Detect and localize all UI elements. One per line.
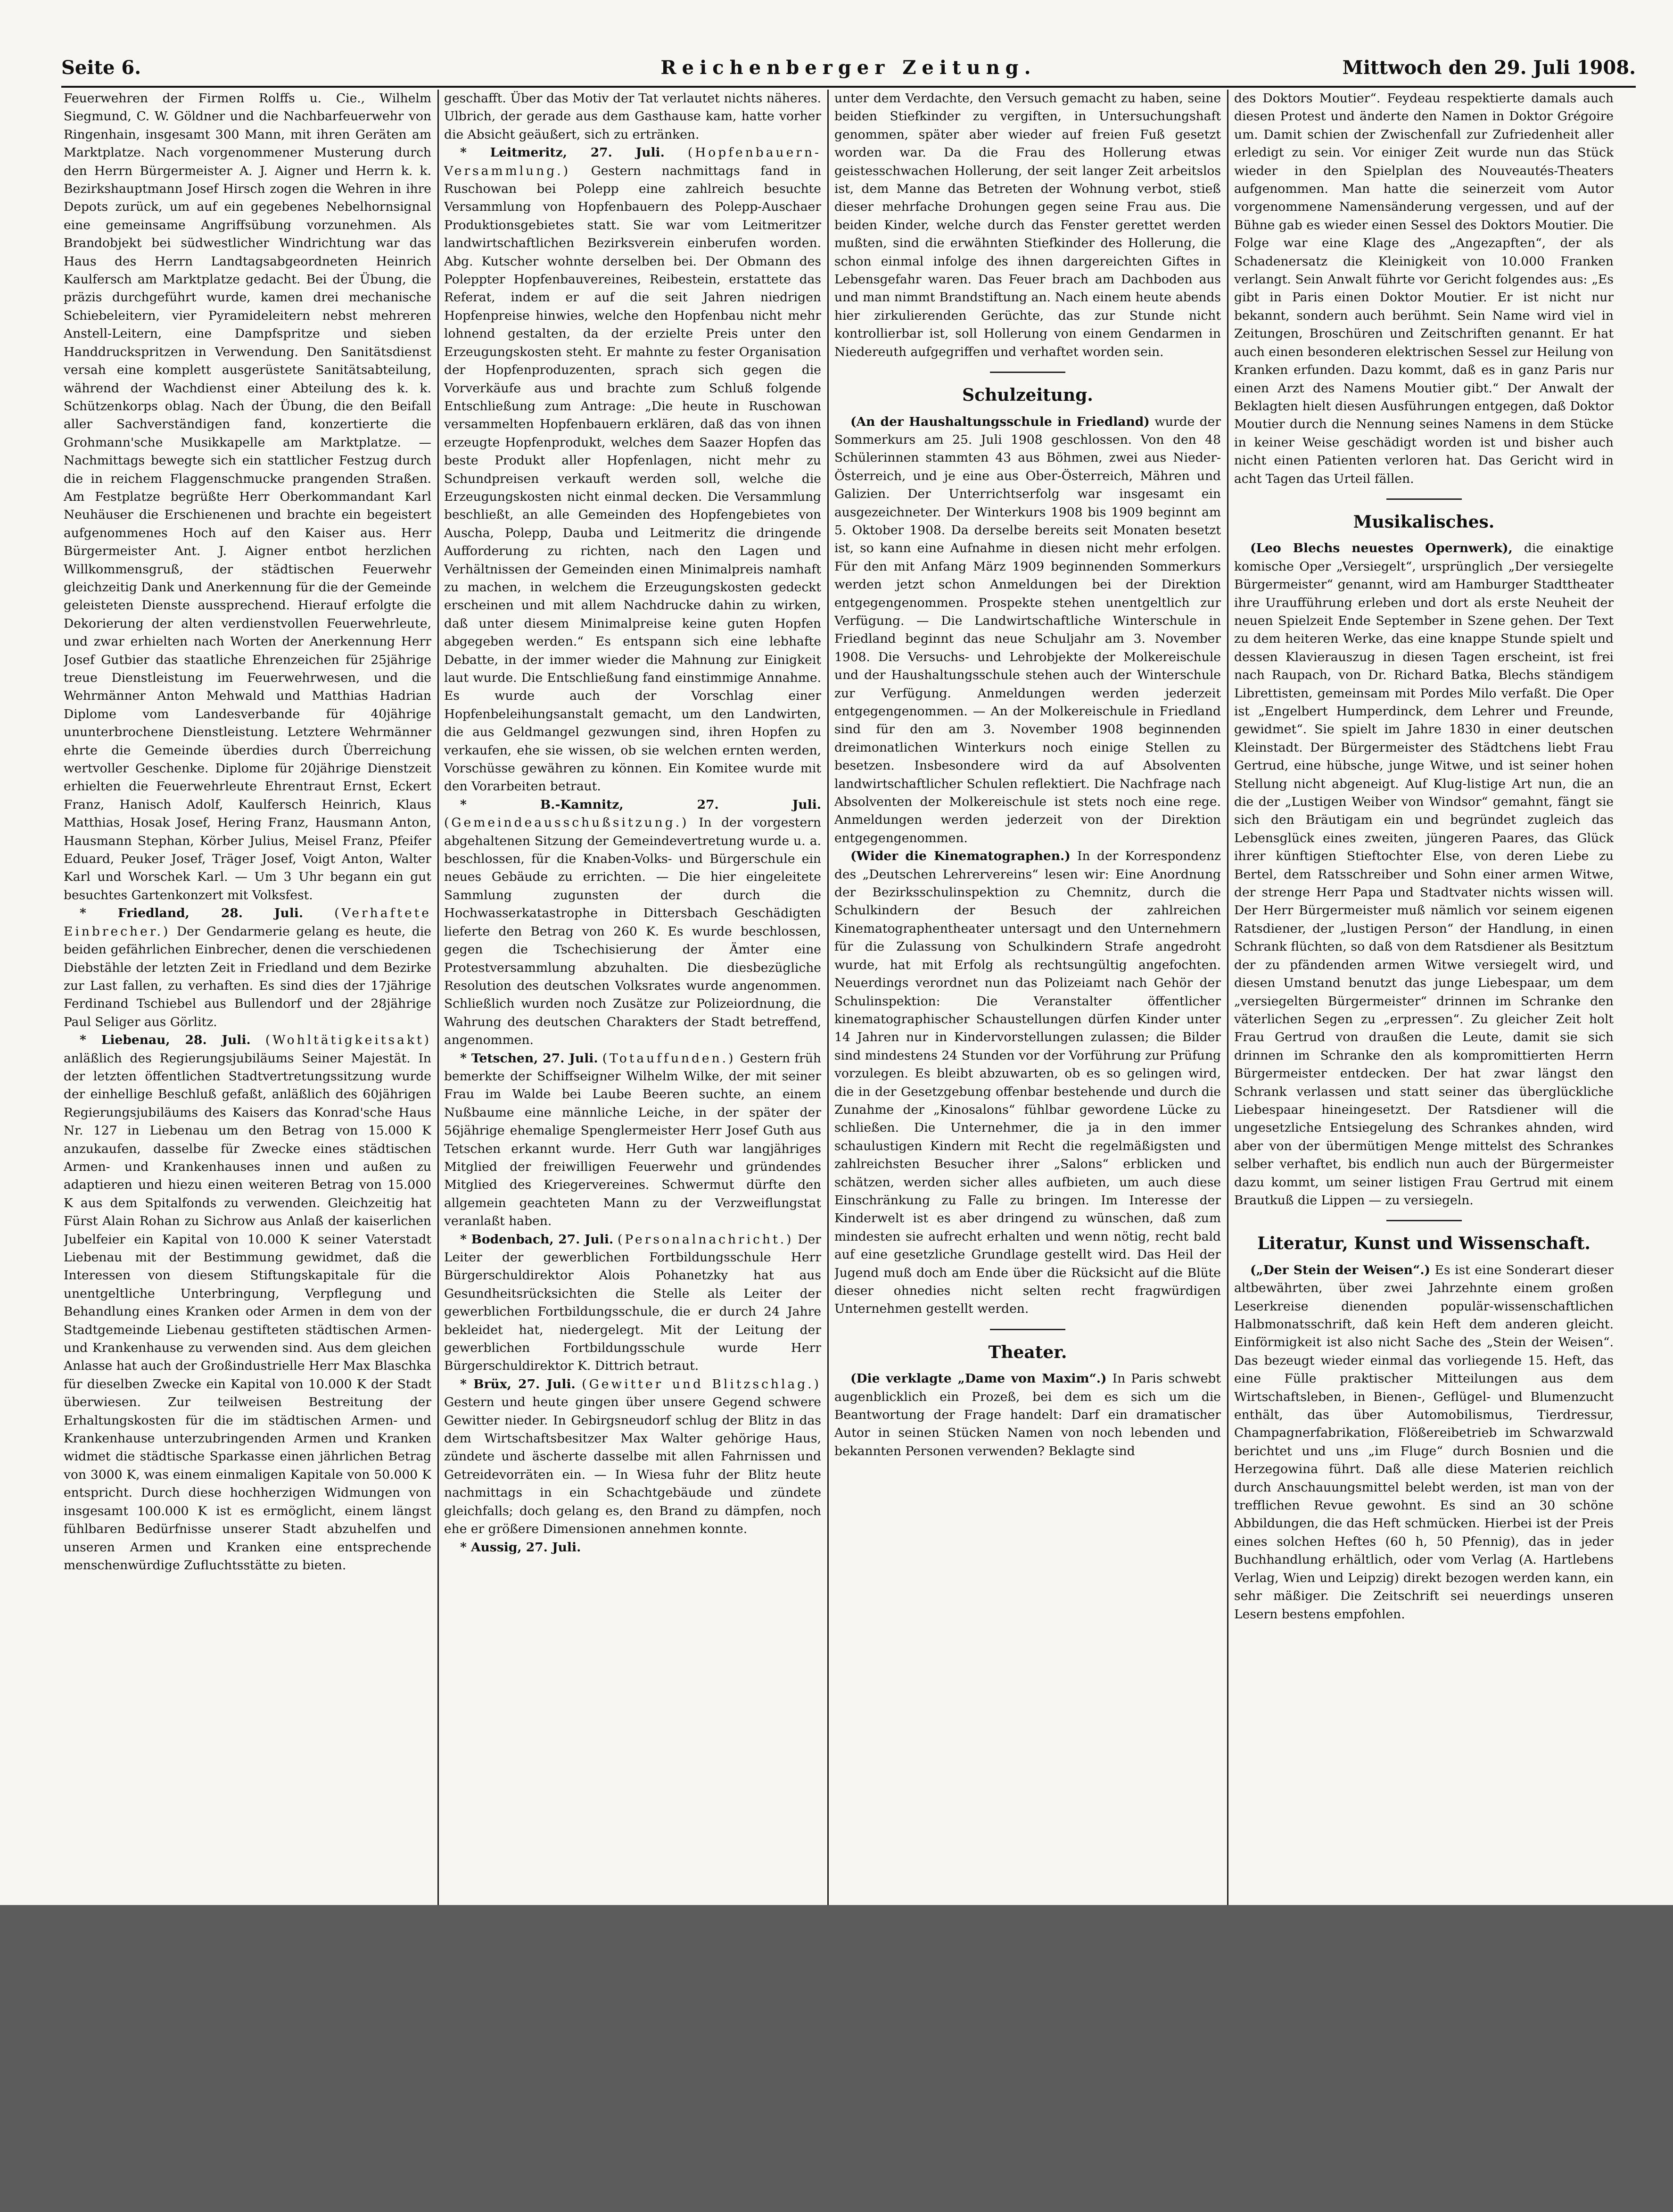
item-dateline: * Friedland, 28. Juli.	[80, 906, 304, 921]
item-dateline: * Brüx, 27. Juli.	[460, 1376, 576, 1392]
item-body: Der Leiter der gewerblichen Fortbildungsschule Herr Bürgerschuldirektor Alois Pohanetzky hat aus Gesundheitsrücksichten die Stelle als Leiter der gewerblichen Fortbildungsschule, die er durch 24 Jahre bekleidet hat, niedergelegt. Mit der Leitung der gewerblichen Fortbildungsschule wurde Herr Bürgerschuldirektor K. Dittrich betraut.	[444, 1232, 821, 1374]
scan-background	[0, 1905, 1673, 2212]
item-body: Es ist eine Sonderart dieser altbewährten, über zwei Jahrzehnte einem großen Leserkreise dienenden populär-wissenschaftlichen Halbmonatsschrift, daß kein Heft dem anderen gleicht. Einförmigkeit ist also nicht Sache des „Stein der Weisen“. Das bezeugt wieder einmal das vorliegende 15. Heft, das eine Fülle praktischer Mitteilungen aus dem Wirtschaftsleben, in Bienen-, Geflügel- und Blumenzucht enthält, das über Automobilismus, Tierdressur, Champagnerfabrikation, Flößereibetrieb im Schwarzwald berichtet und uns „im Fluge“ durch Bosnien und die Herzegowina führt. Daß alle diese Materien reichlich durch Anschauungsmittel belebt werden, ist man von der trefflichen Revue gewohnt. Es sind an 30 schöne Abbildungen, die das Heft schmücken. Hierbei ist der Preis eines solchen Heftes (60 h, 50 Pfennig), das in jeder Buchhandlung erhältlich, oder vom Verlag (A. Hartlebens Verlag, Wien und Leipzig) direkt bezogen werden kann, ein sehr mäßiger. Die Zeitschrift sei neuerdings unseren Lesern bestens empfohlen.	[1234, 1262, 1614, 1622]
item-body: In der vorgestern abgehaltenen Sitzung der Gemeindevertretung wurde u. a. beschlossen, für die Knaben-Volks- und Bürgerschule ein neues Gebäude zu errichten. — Die hier eingeleitete Sammlung zugunsten der durch die Hochwasserkatastrophe in Dittersbach Geschädigten lieferte den Betrag von 260 K. Es wurde beschlossen, gegen die Tschechisierung der Ämter eine Protestversammlung abzuhalten. Die diesbezügliche Resolution des deutschen Volksrates wurde angenommen. Schließlich wurden noch Zusätze zur Polizeiordnung, die Wahrung des deutschen Charakters der Stadt betreffend, angenommen.	[444, 815, 821, 1048]
item-body: die einaktige komische Oper „Versiegelt“, ursprünglich „Der versiegelte Bürgermeister“ genannt, wird am Hamburger Stadttheater ihre Uraufführung erleben und dort als erste Neuheit der neuen Spielzeit Ende September in Szene gehen. Der Text zu dem heiteren Werke, das eine knappe Stunde spielt und dessen Klavierauszug in diesen Tagen erscheint, ist frei nach Raupach, von Dr. Richard Batka, Blechs ständigem Librettisten, gemeinsam mit Pordes Milo verfaßt. Die Oper ist „Engelbert Humperdinck, dem Lehrer und Freunde, gewidmet“. Sie spielt im Jahre 1830 in einer deutschen Kleinstadt. Der Bürgermeister des Städtchens liebt Frau Gertrud, eine hübsche, junge Witwe, und ist seiner hohen Stellung nicht abgeneigt. Auf Klug-listige Art nun, die an die der „Lustigen Weiber von Windsor“ gemahnt, fängt sie sich den Bräutigam ein und begründet zugleich das Lebensglück eines zweiten, jüngeren Paares, das Glück ihrer künftigen Stieftochter Else, von deren Liebe zu Bertel, dem Ratsschreiber und Sohn einer armen Witwe, der strenge Herr Papa und Stadtvater nichts wissen will. Der Herr Bürgermeister muß nämlich vor seinem eigenen Ratsdiener, der „lustigen Person“ der Handlung, in einen Schrank flüchten, so daß von dem Ratsdiener als Besitztum der zu pfändenden armen Witwe versiegelt wird, und diesen Umstand benutzt das junge Liebespaar, um dem „versiegelten Bürgermeister“ drinnen im Schranke den väterlichen Segen zu „erpressen“. Zu gleicher Zeit holt Frau Gertrud von draußen die Leute, damit sie sich drinnen im Schranke den als kompromittierten Herrn Bürgermeister entdecken. Der hat zwar längst den Schrank verlassen und statt seiner das überglückliche Liebespaar hineingesetzt. Der Ratsdiener will die ungesetzliche Entsiegelung des Schrankes ahnden, wird aber von der übermütigen Menge mittelst des Schrankes selber verhaftet, bis endlich nun auch der Bürgermeister dazu kommt, um seiner listigen Frau Gertrud mit einem Brautkuß die Lippen — zu versiegeln.	[1234, 541, 1614, 1208]
item-title: (Gewitter und Blitzschlag.)	[582, 1376, 821, 1392]
item-dateline: * Leitmeritz, 27. Juli.	[460, 145, 665, 160]
page-number: Seite 6.	[61, 57, 141, 79]
news-item	[834, 847, 1221, 1318]
item-title: (Die verklagte „Dame von Maxim“.)	[850, 1371, 1107, 1386]
item-body: In Paris schwebt augenblicklich ein Prozeß, bei dem es sich um die Beantwortung der Frage handelt: Darf ein dramatischer Autor in seinen Stücken Namen von noch lebenden und bekannten Personen verwenden? Beklagte sind	[834, 1371, 1221, 1458]
news-item	[444, 1231, 821, 1375]
item-title: (Wohltätigkeitsakt)	[265, 1033, 431, 1048]
news-item	[444, 1539, 821, 1557]
news-item	[444, 1375, 821, 1539]
section-rule	[990, 372, 1065, 373]
item-dateline: * B.-Kamnitz, 27. Juli.	[460, 797, 821, 812]
item-body: Gestern früh bemerkte der Schiffseigner Wilhelm Wilke, der mit seiner Frau im Walde bei Laube Beeren suchte, an einem Nußbaume eine männliche Leiche, in der später der 56jährige ehemalige Spenglermeister Herr Josef Guth aus Tetschen erkannt wurde. Herr Guth war langjähriges Mitglied der freiwilligen Feuerwehr und gründendes Mitglied des Kriegervereines. Schwermut dürfte den allgemein geachteten Mann zu der Verzweiflungstat veranlaßt haben.	[444, 1051, 821, 1229]
column-2	[444, 90, 821, 1905]
article-text: unter dem Verdachte, den Versuch gemacht zu haben, seine beiden Stiefkinder zu vergiften, in Untersuchungshaft genommen, später aber wieder auf freien Fuß gesetzt worden war. Da die Frau des Hollerung etwas geistesschwachen Hollerung, der seit langer Zeit arbeitslos ist, dem Manne das Betreten der Wohnung verbot, stieß dieser mehrfache Drohungen gegen seine Frau aus. Die beiden Kinder, welche durch das Fenster gerettet werden mußten, sind die erwähnten Stiefkinder des Hollerung, die schon einmal infolge des ihnen dargereichten Giftes in Lebensgefahr waren. Das Feuer brach am Dachboden aus und man nimmt Brandstiftung an. Nach einem heute abends hier zirkulierenden Gerüchte, das zur Stunde nicht kontrollierbar ist, soll Hollerung von einem Gendarmen in Niedereuth aufgegriffen und verhaftet worden sein.	[834, 91, 1221, 359]
item-body: wurde der Sommerkurs am 25. Juli 1908 geschlossen. Von den 48 Schülerinnen stammten 43 aus Böhmen, zwei aus Nieder-Österreich, und je eine aus Ober-Österreich, Mähren und Galizien. Der Unterrichtserfolg war insgesamt ein ausgezeichneter. Der Winterkurs 1908 bis 1909 beginnt am 5. Oktober 1908. Da derselbe bereits seit Monaten besetzt ist, so kann eine Aufnahme in diesen nicht mehr erfolgen. Für den mit Anfang März 1909 beginnenden Sommerkurs werden jetzt schon Anmeldungen bei der Direktion entgegengenommen. Prospekte stehen unentgeltlich zur Verfügung. — Die Landwirtschaftliche Winterschule in Friedland beginnt das neue Schuljahr am 3. November 1908. Die Versuchs- und Lehrobjekte der Molkereischule und der Haushaltungsschule stehen auch der Winterschule zur Verfügung. Anmeldungen werden jederzeit entgegengenommen. — An der Molkereischule in Friedland sind für den am 3. November 1908 beginnenden dreimonatlichen Winterkurs noch einige Stellen zu besetzen. Insbesondere wird da auf Absolventen landwirtschaftlicher Schulen reflektiert. Die Nachfrage nach Absolventen der Molkereischule ist stets noch eine rege. Anmeldungen werden jederzeit von der Direktion entgegengenommen.	[834, 414, 1221, 845]
item-title: (Personalnachricht.)	[618, 1232, 794, 1247]
column-divider	[437, 90, 439, 1905]
item-title: (Verhaftete Einbrecher.)	[64, 906, 431, 939]
article-text: des Doktors Moutier“. Feydeau respektierte damals auch diesen Protest und änderte den Namen in Doktor Grégoire um. Damit schien der Zwischenfall zur Zufriedenheit aller erledigt zu sein. Vor einiger Zeit wurde nun das Stück wieder in den Spielplan des Nouveautés-Theaters aufgenommen. Man hatte die seinerzeit vom Autor vorgenommene Namensänderung vergessen, und auf der Bühne gab es wieder einen Sessel des Doktors Moutier. Die Folge war eine Klage des „Angezapften“, der als Schadenersatz die Kleinigkeit von 10.000 Franken verlangt. Sein Anwalt führte vor Gericht folgendes aus: „Es gibt in Paris einen Doktor Moutier. Er ist nicht nur bekannt, sondern auch berühmt. Sein Name wird viel in Zeitungen, Broschüren und Zeitschriften genannt. Er hat auch einen besonderen elektrischen Sessel zur Heilung von Kranken erfunden. Dazu kommt, daß es in ganz Paris nur einen Arzt des Namens Moutier gibt.“ Der Anwalt der Beklagten hielt diesen Ausführungen entgegen, daß Doktor Moutier durch die Nennung seines Namens in dem Stücke in keiner Weise geschädigt worden ist und bisher auch nicht einen Patienten verloren hat. Das Gericht wird in acht Tagen das Urteil fällen.	[1234, 91, 1614, 486]
item-title: (An der Haushaltungsschule in Friedland)	[850, 414, 1150, 429]
section-heading: Theater.	[988, 1342, 1067, 1362]
item-dateline: * Aussig, 27. Juli.	[460, 1540, 581, 1555]
item-body: In der Korrespondenz des „Deutschen Lehrervereins“ lesen wir: Eine Anordnung der Bezirksschulinspektion zu Chemnitz, durch die Schulkindern der Besuch der zahlreichen Kinematographentheater untersagt und den Unternehmern für die Zulassung von Schulkindern Strafe angedroht wurde, hat mit Erfolg als rechtsungültig angefochten. Neuerdings verordnet nun das Polizeiamt nach Gehör der Schulinspektion: Die Veranstalter öffentlicher kinematographischer Schaustellungen dürfen Kinder unter 14 Jahren nur in Kindervorstellungen zulassen; die Bilder sind mindestens 24 Stunden vor der Vorführung zur Prüfung vorzulegen. Es bleibt abzuwarten, ob es so gelingen wird, die in der Gesetzgebung offenbar bestehende und durch die Zunahme der „Kinosalons“ fühlbar gewordene Lücke zu schließen. Die Unternehmer, die ja in den immer schaulustigen Kindern mit Recht die regelmäßigsten und zahlreichsten Besucher ihrer „Salons“ erblicken und schätzen, werden sicher alles aufbieten, um auch diese Einschränkung zu Falle zu bringen. Im Interesse der Kinderwelt ist es aber dringend zu wünschen, daß zum mindesten sie aufrecht erhalten und wenn nötig, recht bald auf eine gesetzliche Grundlage gestellt wird. Das Heil der Jugend muß doch am Ende über die Rücksicht auf die Blüte dieser ohnedies nicht selten recht fragwürdigen Unternehmen gestellt werden.	[834, 849, 1221, 1317]
section-rule	[1386, 1220, 1462, 1221]
item-dateline: * Bodenbach, 27. Juli.	[460, 1232, 614, 1247]
section-rule	[990, 1329, 1065, 1330]
section-rule	[1386, 498, 1462, 500]
item-body: Der Gendarmerie gelang es heute, die beiden gefährlichen Einbrecher, denen die verschiedenen Diebstähle der letzten Zeit in Friedland und dem Bezirke zur Last fallen, zu verhaften. Es sind dies der 17jährige Ferdinand Tschiebel aus Bullendorf und der 28jährige Paul Seliger aus Görlitz.	[64, 924, 431, 1029]
masthead: Reichenberger Zeitung.	[660, 57, 1037, 79]
column-1	[64, 90, 431, 1905]
news-item	[1234, 539, 1614, 1210]
column-3	[834, 90, 1221, 1905]
news-item	[444, 1050, 821, 1231]
header-rule	[61, 86, 1636, 88]
item-title: (Totauffunden.)	[602, 1051, 736, 1066]
news-item	[64, 904, 431, 1031]
item-body: Gestern nachmittags fand in Ruschowan bei Polepp eine zahlreich besuchte Versammlung von Hopfenbauern des Polepp-Auschaer Produktionsgebietes statt. Sie war vom Leitmeritzer landwirtschaftlichen Bezirksverein einberufen worden. Abg. Kutscher wohnte derselben bei. Der Obmann des Poleppter Hopfenbauvereines, Reibestein, erstattete das Referat, indem er auf die seit Jahren niedrigen Hopfenpreise hinwies, welche den Hopfenbau nicht mehr lohnend gestalten, da der erzielte Preis unter den Erzeugungskosten steht. Er mahnte zu fester Organisation der Hopfenproduzenten, sprach sich gegen die Vorverkäufe aus und brachte zum Schluß folgende Entschließung zum Antrage: „Die heute in Ruschowan versammelten Hopfenbauern erklären, daß das von ihnen erzeugte Hopfenprodukt, welches dem Saazer Hopfen das beste Produkt aller Hopfenlagen, nicht mehr zu Schundpreisen verkauft werden soll, welche die Erzeugungskosten nicht einmal decken. Die Versammlung beschließt, an alle Gemeinden des Hopfengebietes von Auscha, Polepp, Dauba und Leitmeritz die dringende Aufforderung zu richten, nach den Lagen und Verhältnissen der Gemeinden einen Minimalpreis namhaft zu machen, in welchem die Erzeugungskosten gedeckt erscheinen und mit allem Nachdrucke dahin zu wirken, daß unter diesem Minimalpreise keine guten Hopfen abgegeben werden.“ Es entspann sich eine lebhafte Debatte, in der immer wieder die Mahnung zur Einigkeit laut wurde. Die Entschließung fand einstimmige Annahme. Es wurde auch der Vorschlag einer Hopfenbeleihungsanstalt gemacht, um den Landwirten, die aus Geldmangel gezwungen sind, ihren Hopfen zu verkaufen, ehe sie wissen, ob sie welchen ernten werden, Vorschüsse gewähren zu können. Ein Komitee wurde mit den Vorarbeiten betraut.	[444, 163, 821, 794]
item-body: anläßlich des Regierungsjubiläums Seiner Majestät. In der letzten öffentlichen Stadtvertretungssitzung wurde der einhellige Beschluß gefaßt, anläßlich des 60jährigen Regierungsjubiläums des Kaisers das Konrad'sche Haus Nr. 127 in Liebenau um den Betrag von 15.000 K anzukaufen, dasselbe für Zwecke eines städtischen Armen- und Krankenhauses innen und außen zu adaptieren und hiezu einen weiteren Betrag von 15.000 K aus dem Spitalfonds zu verwenden. Gleichzeitig hat Fürst Alain Rohan zu Sichrow aus Anlaß der kaiserlichen Jubelfeier ein Kapital von 10.000 K seiner Vaterstadt Liebenau mit der Bestimmung gewidmet, daß die Interessen von diesem Stiftungskapitale für die unentgeltliche Unterbringung, Verpflegung und Behandlung eines Kranken oder Armen in dem von der Stadtgemeinde Liebenau gestifteten städtischen Armen- und Krankenhause zu verwenden sind. Aus dem gleichen Anlasse hat auch der Großindustrielle Herr Max Blaschka für dieselben Zwecke ein Kapital von 10.000 K der Stadt überwiesen. Zur teilweisen Bestreitung der Erhaltungskosten für die im städtischen Armen- und Krankenhause unterzubringenden Armen und Kranken widmet die städtische Sparkasse einen jährlichen Betrag von 3000 K, was einem einmaligen Kapitale von 50.000 K entspricht. Durch diese hochherzigen Widmungen von insgesamt 100.000 K ist es ermöglicht, einem längst fühlbaren Bedürfnisse unserer Stadt abzuhelfen und unseren Armen und Kranken eine entsprechende menschenwürdige Zufluchtsstätte zu bieten.	[64, 1051, 431, 1573]
column-divider	[827, 90, 829, 1905]
section-heading: Literatur, Kunst und Wissenschaft.	[1257, 1234, 1591, 1254]
issue-date: Mittwoch den 29. Juli 1908.	[1342, 57, 1636, 79]
item-title: (Gemeindeausschußsitzung.)	[444, 815, 689, 830]
column-divider	[1227, 90, 1228, 1905]
page-header	[61, 57, 1636, 83]
article-text: Feuerwehren der Firmen Rolffs u. Cie., Wilhelm Siegmund, C. W. Göldner und die Nachbarfeuerwehr von Ringenhain, insgesamt 300 Mann, mit ihren Geräten am Marktplatze. Nach vorgenommener Musterung durch den Herrn Bürgermeister A. J. Aigner und Herrn k. k. Bezirkshauptmann Josef Hirsch zogen die Wehren in ihre Depots zurück, um auf ein gegebenes Nebelhornsignal eine gemeinsame Angriffsübung vorzunehmen. Als Brandobjekt bei südwestlicher Windrichtung war das Haus des Herrn Landtagsabgeordneten Heinrich Kaulfersch am Marktplatze gedacht. Bei der Übung, die präzis durchgeführt wurde, kamen drei mechanische Schiebeleitern, vier Pyramideleitern nebst mehreren Anstell-Leitern, eine Dampfspritze und sieben Handdruckspritzen in Verwendung. Den Sanitätsdienst versah eine komplett ausgerüstete Sanitätsabteilung, während der Wachdienst einer Abteilung des k. k. Schützenkorps oblag. Nach der Übung, die den Beifall aller Sachverständigen fand, konzertierte die Grohmann'sche Musikkapelle am Marktplatze. — Nachmittags bewegte sich ein stattlicher Festzug durch die in reichem Flaggenschmucke prangenden Straßen. Am Festplatze begrüßte Herr Oberkommandant Karl Neuhäuser die Erschienenen und brachte ein begeistert aufgenommenes Hoch auf den Kaiser aus. Herr Bürgermeister Ant. J. Aigner entbot herzlichen Willkommensgruß, der städtischen Feuerwehr gleichzeitig Dank und Anerkennung für die der Gemeinde geleisteten Dienste aussprechend. Hierauf erfolgte die Dekorierung der alten verdienstvollen Feuerwehrleute, und zwar erhielten nach Worten der Anerkennung Herr Josef Gutbier das staatliche Ehrenzeichen für 25jährige treue Dienstleistung im Feuerwehrwesen, und die Wehrmänner Anton Mehwald und Matthias Hadrian Diplome vom Landesverbande für 40jährige ununterbrochene Dienstleistung. Letztere Wehrmänner ehrte die Gemeinde überdies durch Überreichung wertvoller Geschenke. Diplome für 20jährige Dienstzeit erhielten die Feuerwehrleute Ehrentraut Ernst, Eckert Franz, Hanisch Adolf, Kaulfersch Heinrich, Klaus Matthias, Hosak Josef, Hering Franz, Hausmann Anton, Hausmann Stephan, Körber Julius, Meisel Franz, Pfeifer Eduard, Peuker Josef, Träger Josef, Voigt Anton, Walter Karl und Worschek Karl. — Um 3 Uhr begann ein gut besuchtes Gartenkonzert mit Volksfest.	[64, 91, 431, 903]
item-body: Gestern und heute gingen über unsere Gegend schwere Gewitter nieder. In Gebirgsneudorf schlug der Blitz in das dem Wirtschaftsbesitzer Max Walter gehörige Haus, zündete und äscherte dasselbe mit allen Fahrnissen und Getreidevorräten ein. — In Wiesa fuhr der Blitz heute nachmittags in ein Schachtgebäude und zündete gleichfalls; doch gelang es, den Brand zu dämpfen, noch ehe er größere Dimensionen annehmen konnte.	[444, 1395, 821, 1537]
section-heading: Musikalisches.	[1353, 512, 1495, 532]
news-item	[834, 413, 1221, 848]
item-title: (Leo Blechs neuestes Opernwerk),	[1250, 541, 1513, 556]
item-dateline: * Tetschen, 27. Juli.	[460, 1051, 598, 1066]
item-dateline: * Liebenau, 28. Juli.	[80, 1033, 251, 1048]
item-title: (Hopfenbauern-Versammlung.)	[444, 145, 821, 178]
news-item	[64, 1031, 431, 1574]
item-title: (Wider die Kinematographen.)	[850, 849, 1071, 864]
item-title: („Der Stein der Weisen“.)	[1250, 1262, 1431, 1277]
section-heading: Schulzeitung.	[962, 385, 1093, 406]
news-item	[444, 144, 821, 796]
news-item	[1234, 1261, 1614, 1624]
article-text: geschafft. Über das Motiv der Tat verlautet nichts näheres. Ulbrich, der gerade aus dem Gasthause kam, hatte vorher die Absicht geäußert, sich zu ertränken.	[444, 91, 821, 142]
news-item	[834, 1370, 1221, 1460]
column-4	[1234, 90, 1614, 1905]
news-item	[444, 796, 821, 1050]
